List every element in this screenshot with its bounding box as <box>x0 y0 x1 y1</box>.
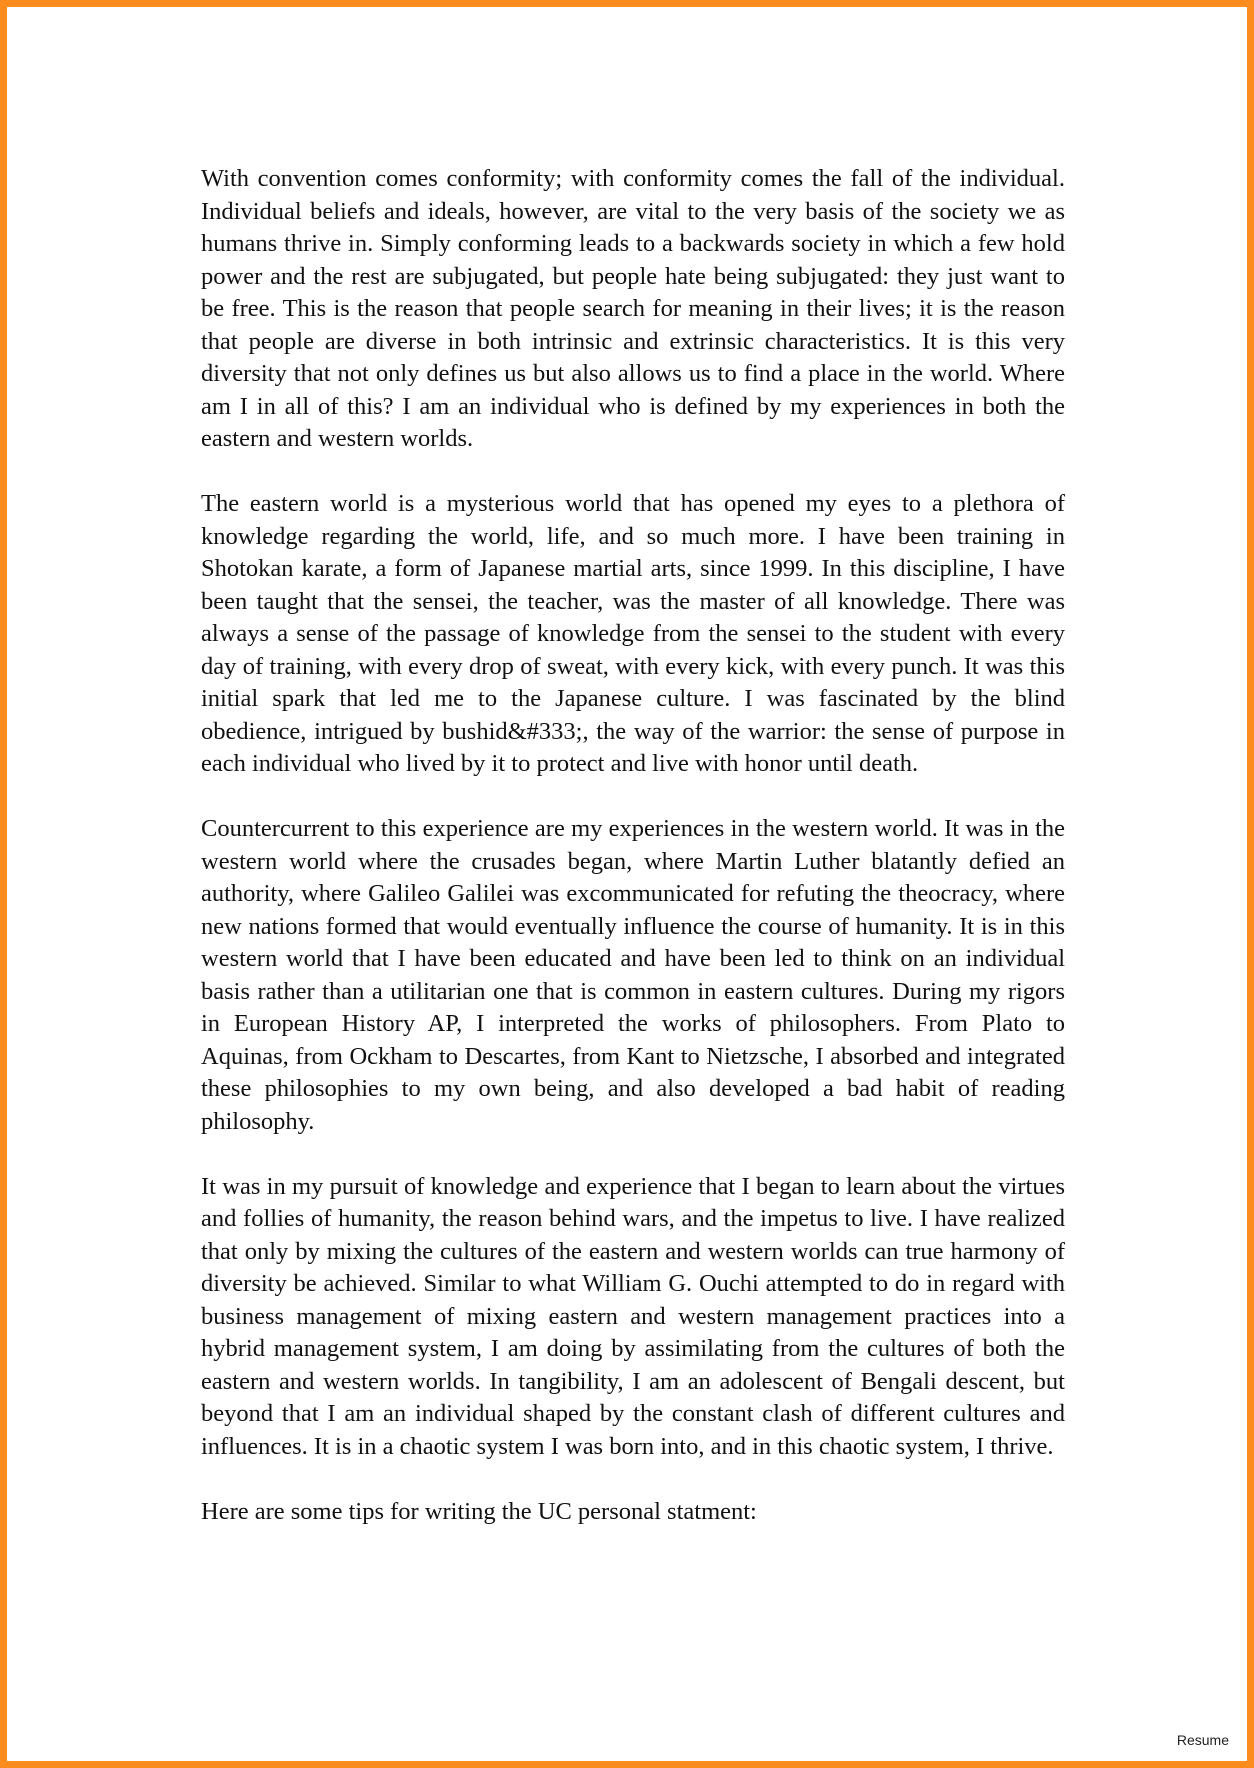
closing-line: Here are some tips for writing the UC personal statment: <box>201 1497 757 1525</box>
essay-paragraph-1: With convention comes conformity; with conformity comes the fall of the individual. Individual beliefs and ideals, however, are vital to the very basis of the society we as humans thrive in. Simply conforming leads to a backwards society in which a few hold power and the rest are subjugated, but people hate being subjugated: they just want to be free. This is the reason that people search for meaning in their lives; it is the reason that people are diverse in both intrinsic and extrinsic characteristics. It is this very diversity that not only defines us but also allows us to find a place in the world. Where am I in all of this? I am an individual who is defined by my experiences in both the eastern and western worlds. <box>201 165 1065 452</box>
essay-paragraph-3: Countercurrent to this experience are my experiences in the western world. It was in the western world where the crusades began, where Martin Luther blatantly defied an authority, where Galileo Galilei was excommunicated for refuting the theocracy, where new nations formed that would eventually influence the course of humanity. It is in this western world that I have been educated and have been led to think on an individual basis rather than a utilitarian one that is common in eastern cultures. During my rigors in European History AP, I interpreted the works of philosophers. From Plato to Aquinas, from Ockham to Descartes, from Kant to Nietzsche, I absorbed and integrated these philosophies to my own being, and also developed a bad habit of reading philosophy. <box>201 815 1065 1135</box>
essay-paragraph-2: The eastern world is a mysterious world that has opened my eyes to a plethora of knowledge regarding the world, life, and so much more. I have been training in Shotokan karate, a form of Japanese martial arts, since 1999. In this discipline, I have been taught that the sensei, the teacher, was the master of all knowledge. There was always a sense of the passage of knowledge from the sensei to the student with every day of training, with every drop of sweat, with every kick, with every punch. It was this initial spark that led me to the Japanese culture. I was fascinated by the blind obedience, intrigued by bushid&#333;, the way of the warrior: the sense of purpose in each individual who lived by it to protect and live with honor until death. <box>201 490 1065 777</box>
essay-paragraph-4: It was in my pursuit of knowledge and experience that I began to learn about the virtues and follies of humanity, the reason behind wars, and the impetus to live. I have realized that only by mixing the cultures of the eastern and western worlds can true harmony of diversity be achieved. Similar to what William G. Ouchi attempted to do in regard with business management of mixing eastern and western management practices into a hybrid management system, I am doing by assimilating from the cultures of both the eastern and western worlds. In tangibility, I am an adolescent of Bengali descent, but beyond that I am an individual shaped by the constant clash of different cultures and influences. It is in a chaotic system I was born into, and in this chaotic system, I thrive. <box>201 1172 1065 1460</box>
essay-body <box>201 163 1065 1528</box>
watermark-label: Resume <box>1176 1732 1229 1748</box>
